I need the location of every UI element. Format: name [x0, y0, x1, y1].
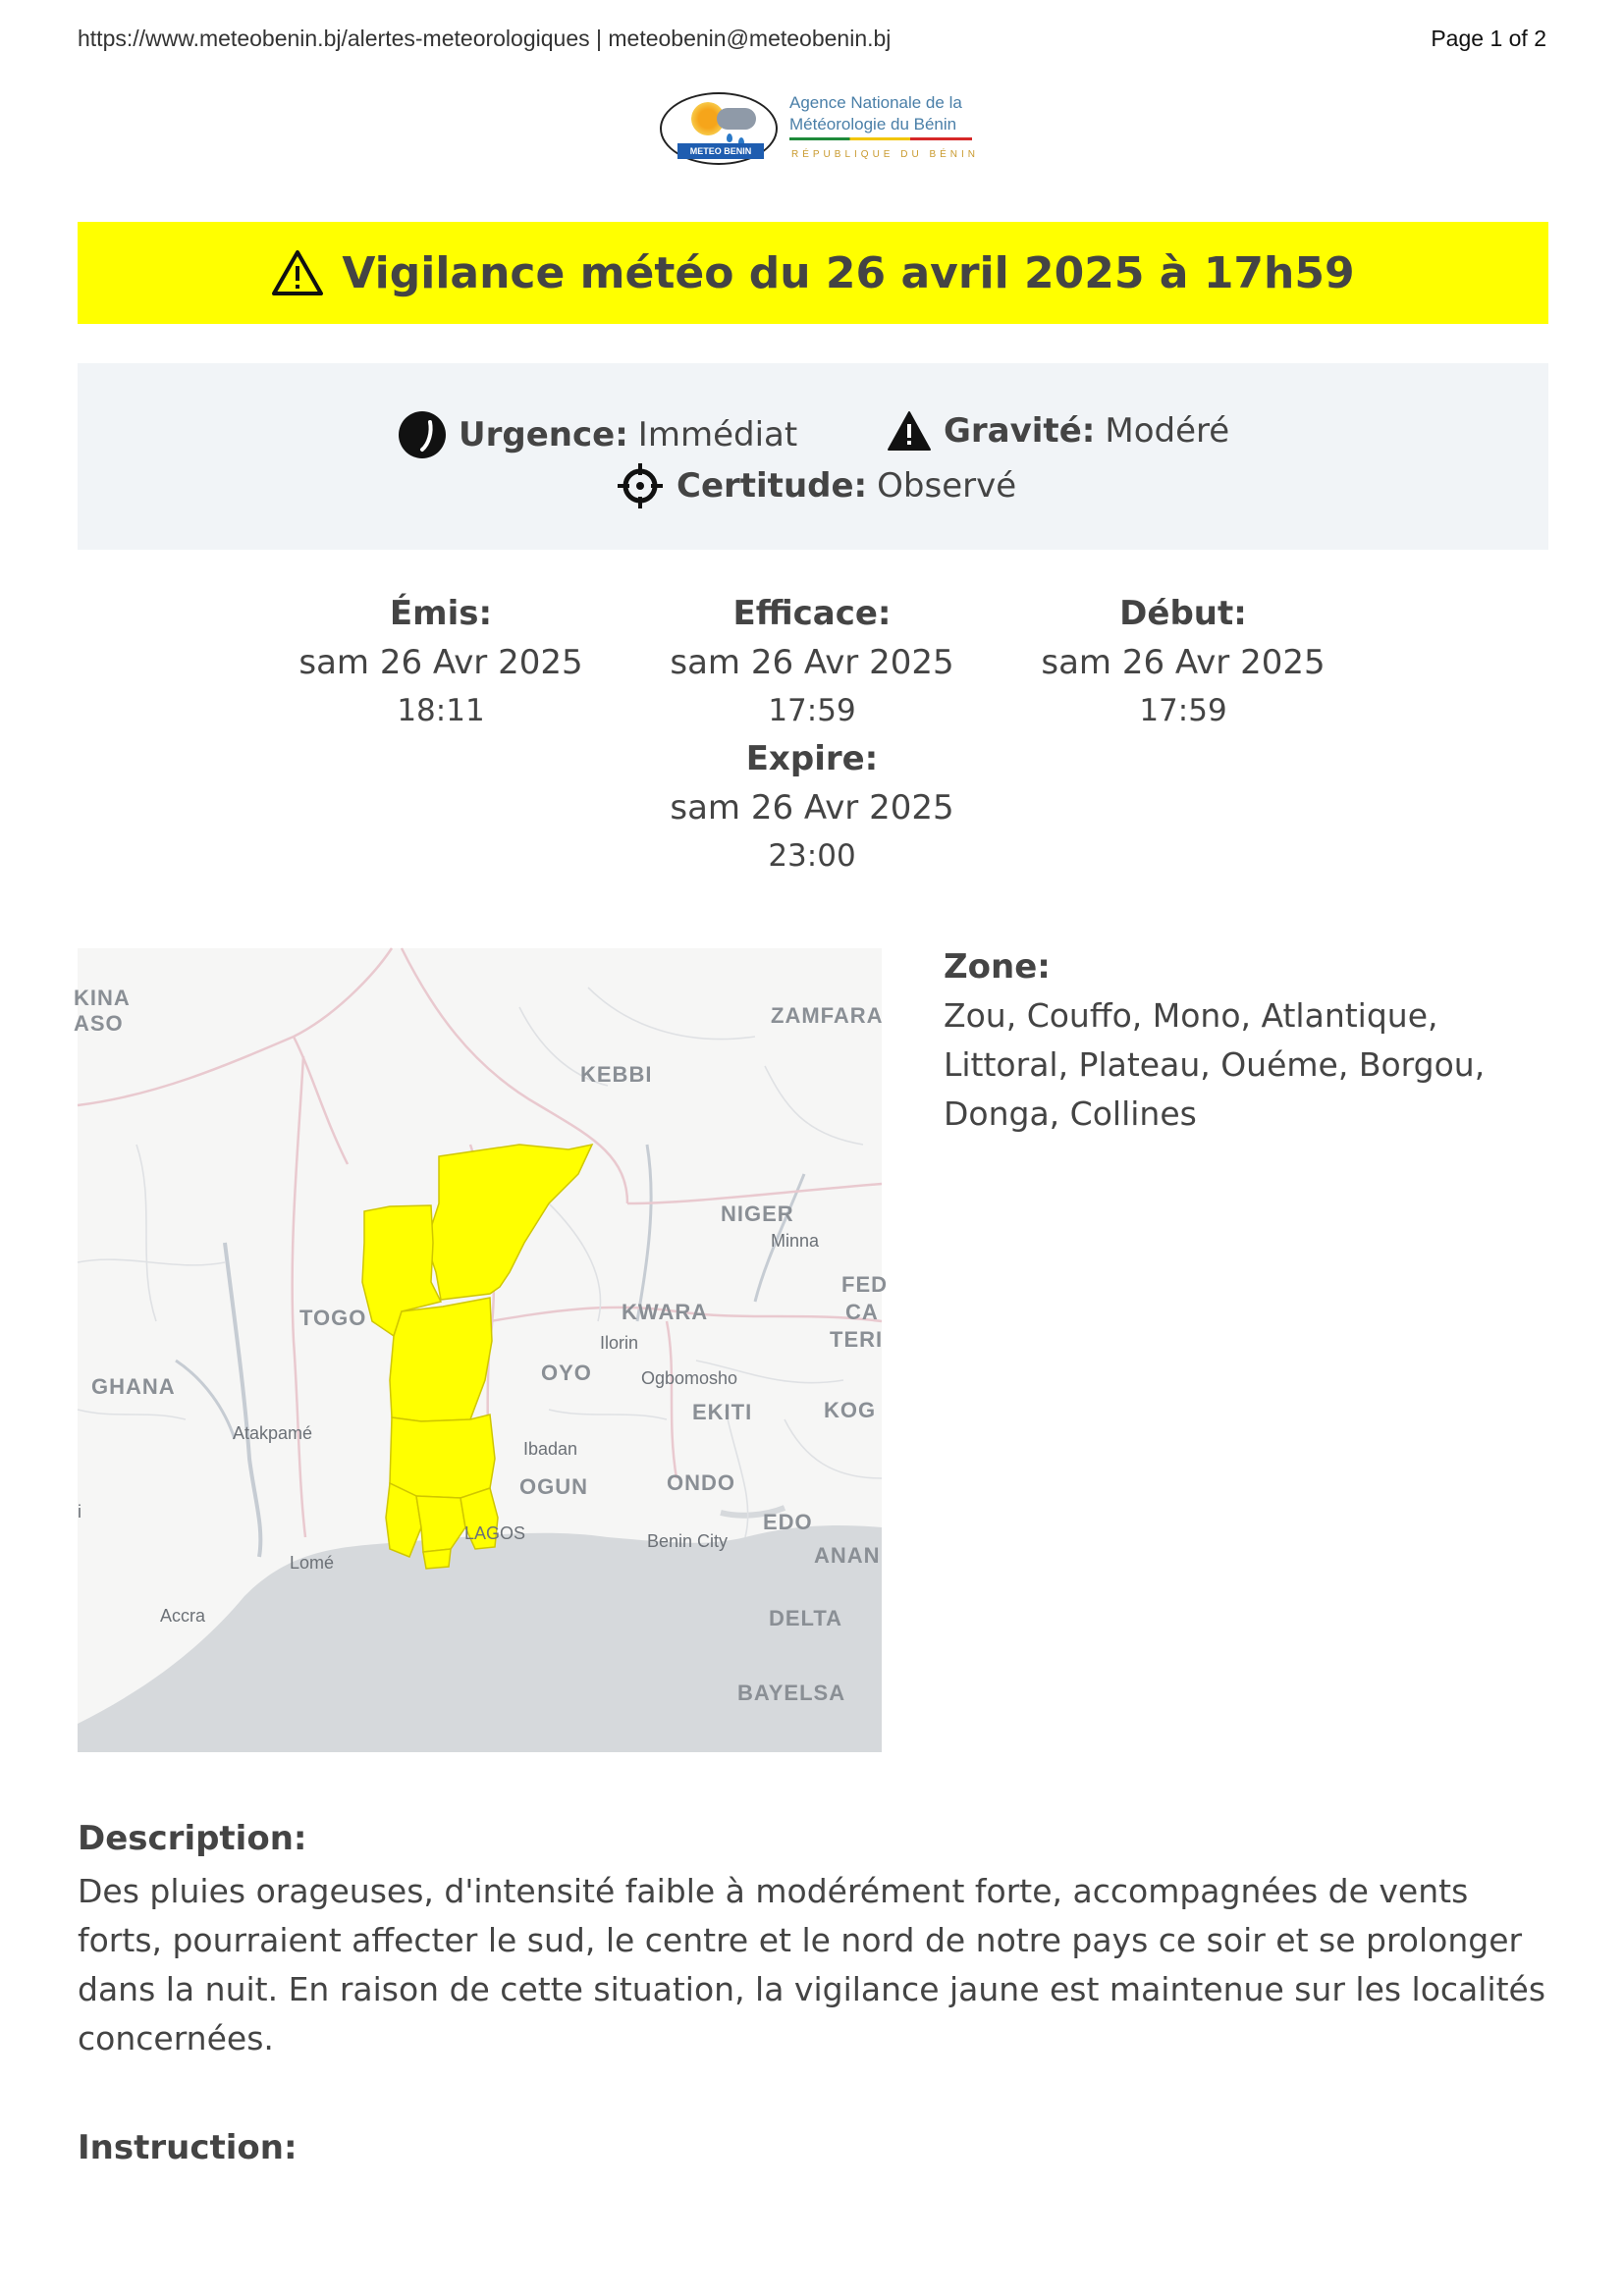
debut-label: Début:: [1119, 594, 1247, 633]
map-label-ogun: OGUN: [519, 1474, 588, 1499]
map-city-accra: Accra: [160, 1606, 206, 1626]
map-label-teri: TERI: [830, 1327, 884, 1352]
map-canvas: [78, 948, 882, 1752]
map-label-ca: CA: [845, 1300, 879, 1324]
map-city-lagos: LAGOS: [464, 1523, 526, 1543]
alert-properties-panel: [78, 363, 1548, 550]
map-label-togo: TOGO: [299, 1306, 367, 1330]
meteo-benin-logo: [660, 90, 980, 169]
description-label: Description:: [78, 1819, 307, 1858]
map-city-benin-city: Benin City: [647, 1531, 729, 1551]
certitude-property: [616, 461, 1016, 510]
logo-emblem: [660, 92, 778, 165]
emis-label: Émis:: [389, 594, 493, 633]
map-label-kebbi: KEBBI: [580, 1062, 653, 1087]
map-city-ibadan: Ibadan: [523, 1439, 578, 1459]
map-city-lome: Lomé: [290, 1553, 335, 1573]
urgence-property: [398, 410, 797, 459]
zone-label: Zone:: [944, 947, 1051, 987]
map-label-kog: KOG: [824, 1398, 877, 1422]
vigilance-title: Vigilance météo du 26 avril 2025 à 17h59: [342, 247, 1355, 298]
expire-day: sam 26 Avr 2025: [670, 788, 954, 828]
expire-time: 23:00: [768, 838, 856, 874]
logo-flag-rule: [789, 137, 972, 140]
emis-day: sam 26 Avr 2025: [298, 643, 583, 682]
map-city-atakpame: Atakpamé: [233, 1423, 313, 1443]
urgence-label: Urgence:: [459, 415, 628, 454]
logo-agency-name: [789, 92, 962, 135]
description-text: Des pluies orageuses, d'intensité faible à modérément forte, accompagnées de vents forts, pourraient affecter le sud, le centre et le nord de notre pays ce soir et se prolonger dans la nuit. En raison de cette situation, la vigilance jaune est maintenue sur les localités concernées.: [78, 1872, 1546, 2057]
warning-triangle-icon: [271, 249, 324, 296]
map-label-niger: NIGER: [721, 1201, 794, 1226]
map-label-aso: ASO: [74, 1011, 124, 1036]
logo-badge: METEO BENIN: [677, 143, 764, 159]
certitude-value: Observé: [877, 466, 1017, 506]
emis-date: [284, 589, 598, 734]
gravite-value: Modéré: [1105, 411, 1230, 451]
agency-line-2: Météorologie du Bénin: [789, 115, 957, 133]
map-label-kwara: KWARA: [622, 1300, 709, 1324]
efficace-label: Efficace:: [732, 594, 892, 633]
exclamation-triangle-icon: [887, 410, 932, 452]
crosshairs-icon: [616, 461, 665, 510]
map-label-edo: EDO: [763, 1510, 813, 1534]
map-label-fed: FED: [841, 1272, 888, 1297]
gravite-property: [887, 410, 1229, 452]
map-label-ondo: ONDO: [667, 1470, 735, 1495]
debut-date: [1026, 589, 1340, 734]
gravite-label: Gravité:: [944, 411, 1096, 451]
map-label-anan: ANAN: [814, 1543, 881, 1568]
urgence-value: Immédiat: [637, 415, 798, 454]
map-label-bayelsa: BAYELSA: [737, 1681, 846, 1705]
alert-dates: [0, 589, 1624, 883]
raindrop-icon: [727, 133, 732, 142]
map-city-minna: Minna: [771, 1231, 820, 1251]
debut-day: sam 26 Avr 2025: [1041, 643, 1326, 682]
vigilance-banner: [78, 222, 1548, 324]
expire-date: [655, 734, 969, 880]
map-label-delta: DELTA: [769, 1606, 843, 1630]
cloud-icon: [717, 108, 756, 130]
agency-line-1: Agence Nationale de la: [789, 93, 962, 112]
map-city-partial: i: [78, 1502, 81, 1522]
alert-map[interactable]: [74, 948, 888, 1752]
header-url: https://www.meteobenin.bj/alertes-meteorologiques | meteobenin@meteobenin.bj: [78, 26, 892, 51]
map-label-ghana: GHANA: [91, 1374, 176, 1399]
logo-republic: RÉPUBLIQUE DU BÉNIN: [791, 149, 980, 160]
clock-icon: [398, 410, 447, 459]
map-label-oyo: OYO: [541, 1361, 592, 1385]
expire-label: Expire:: [745, 739, 879, 778]
efficace-date: [655, 589, 969, 734]
debut-time: 17:59: [1139, 693, 1227, 728]
map-label-kina: KINA: [74, 986, 131, 1010]
zone-list: Zou, Couffo, Mono, Atlantique, Littoral, Plateau, Ouéme, Borgou, Donga, Collines: [944, 996, 1486, 1133]
map-label-ekiti: EKITI: [692, 1400, 753, 1424]
efficace-day: sam 26 Avr 2025: [670, 643, 954, 682]
map-label-zamfara: ZAMFARA: [771, 1003, 884, 1028]
certitude-label: Certitude:: [677, 466, 868, 506]
emis-time: 18:11: [397, 693, 485, 728]
page-number: Page 1 of 2: [1431, 26, 1546, 51]
efficace-time: 17:59: [768, 693, 856, 728]
map-city-ogbomosho: Ogbomosho: [641, 1368, 738, 1388]
zone-section: [944, 942, 1533, 1139]
instruction-label: Instruction:: [78, 2128, 298, 2167]
map-city-ilorin: Ilorin: [600, 1333, 639, 1353]
